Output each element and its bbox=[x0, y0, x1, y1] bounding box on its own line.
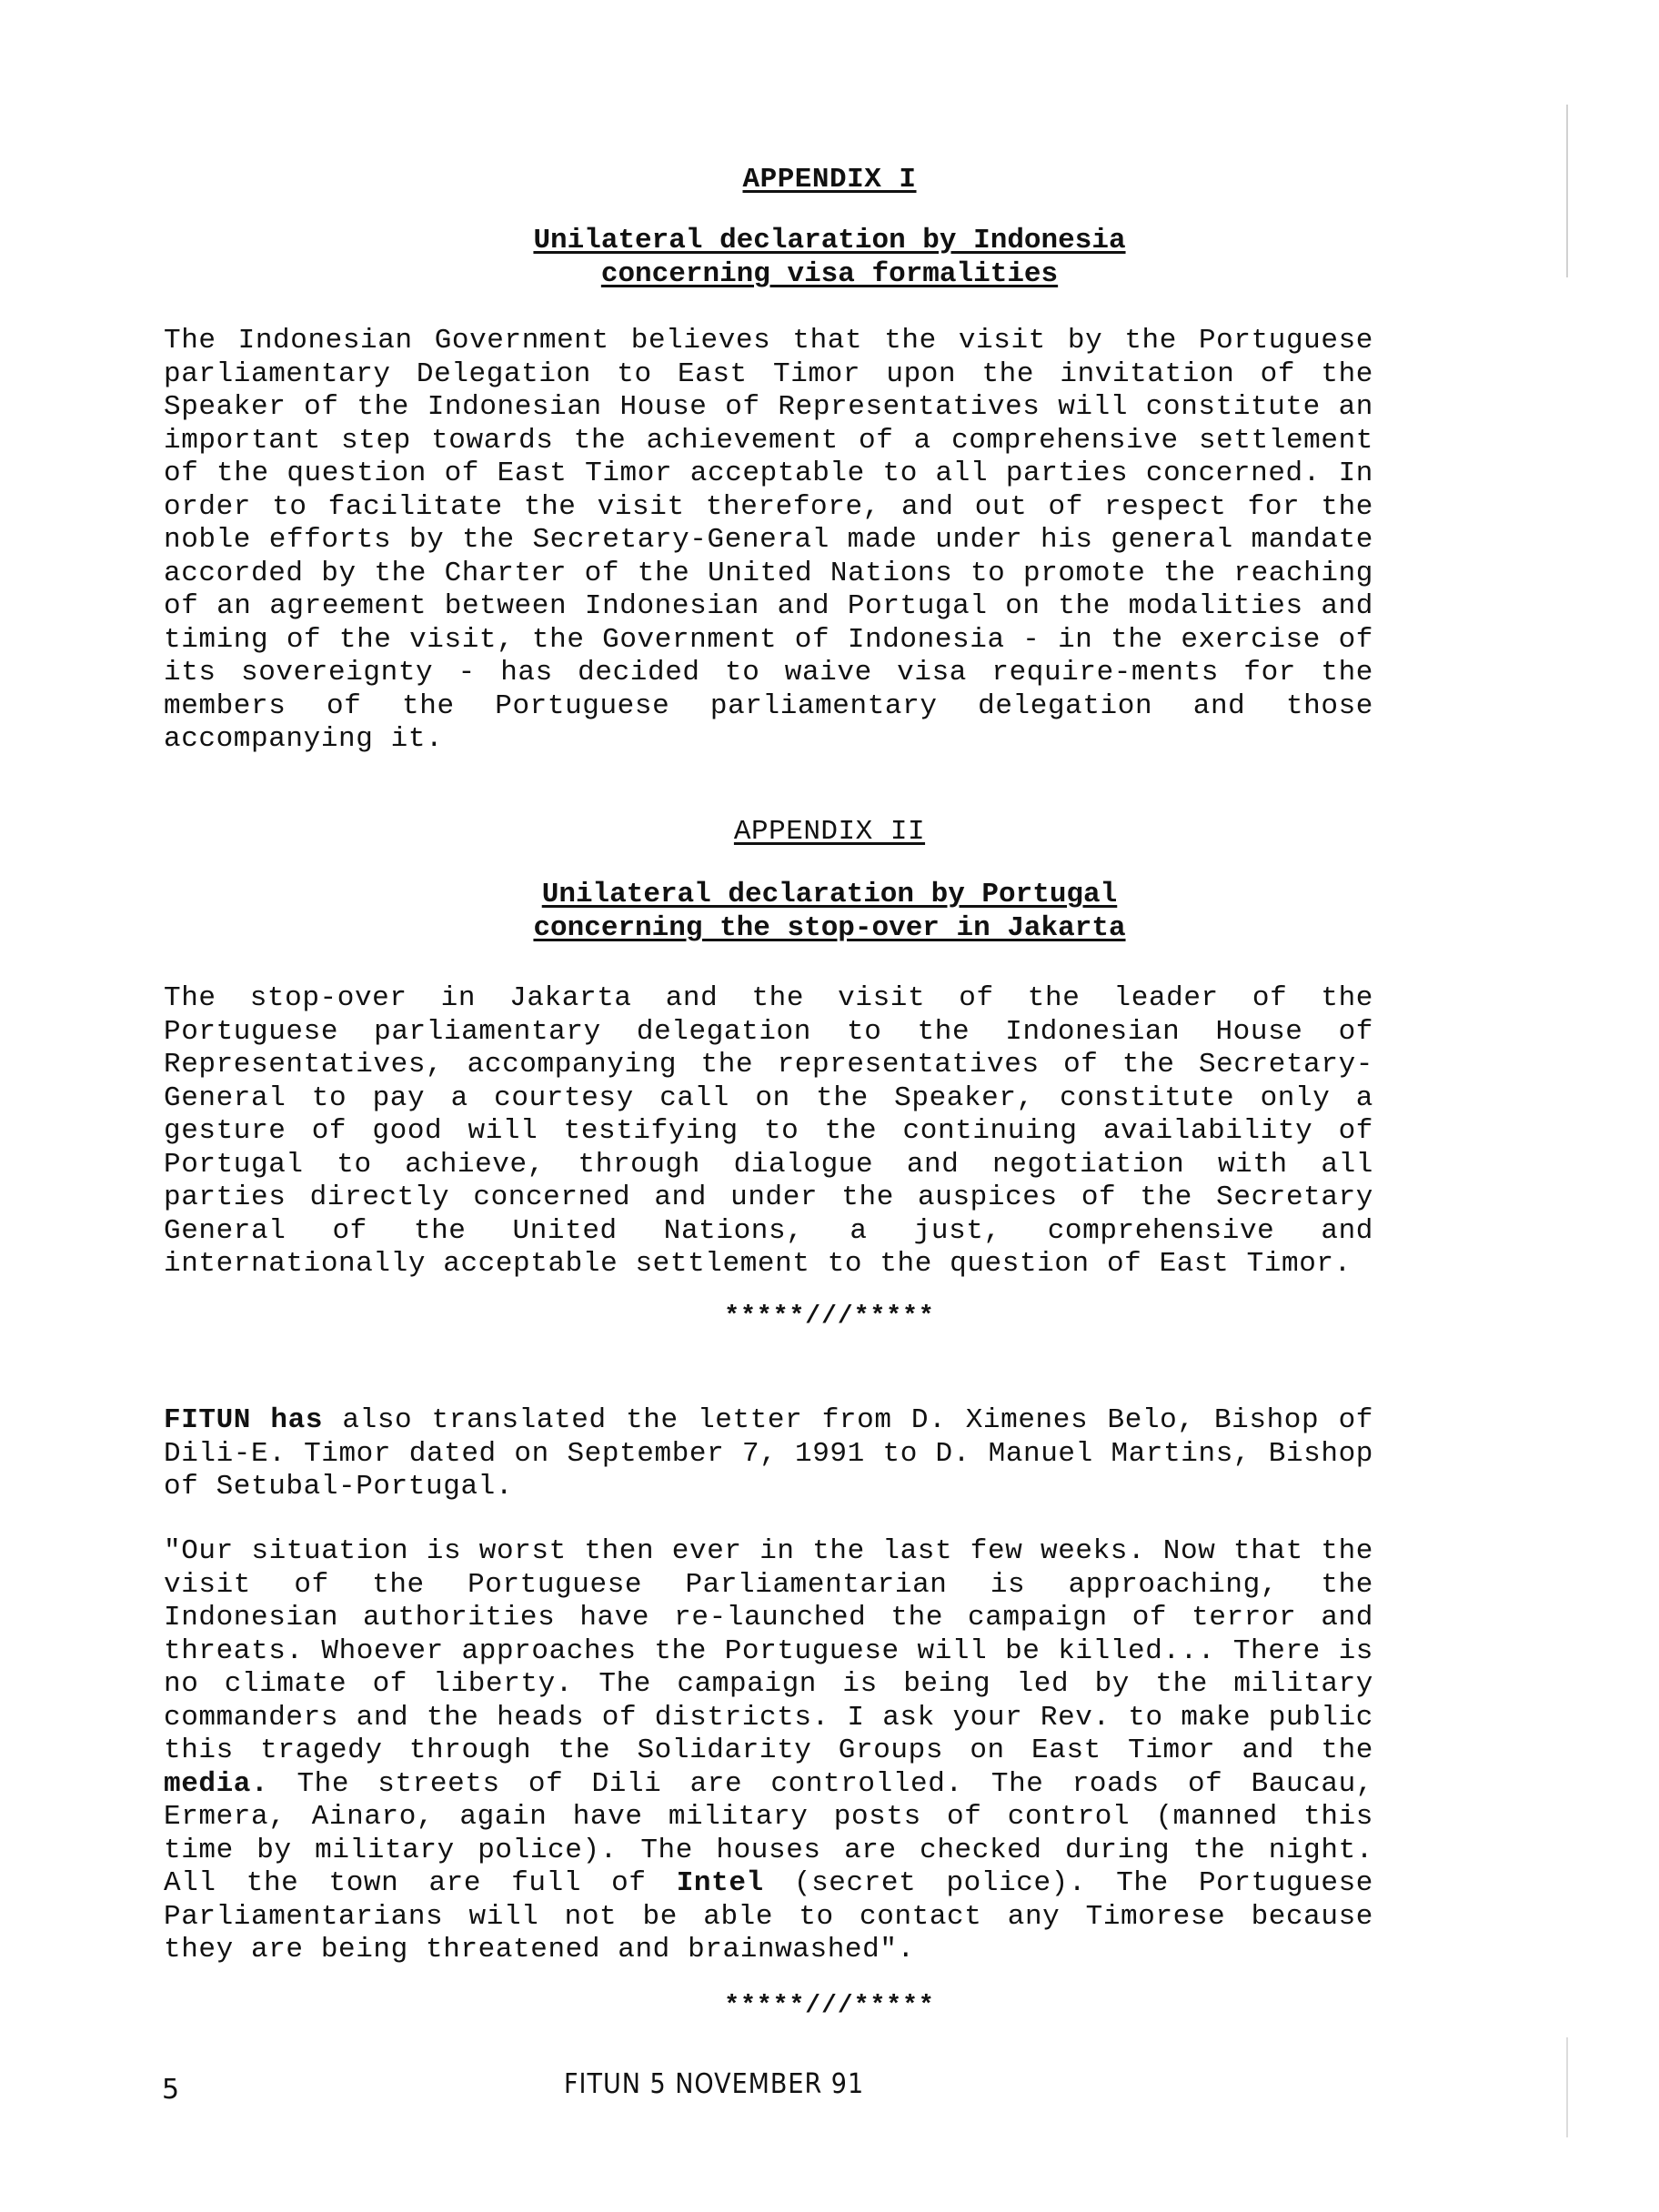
quote-part-1: "Our situation is worst then ever in the last few weeks. Now that the visit of the Portuguese Parliamentarian is approaching, the Indonesian authorities have re-launched the campaign of terror and threats. Whoever approaches the Portuguese will be killed... There is no climate of liberty. The campaign is being led by the military commanders and the heads of districts. I ask your Rev. to make public this tragedy through the Solidarity Groups on East Timor and the bbox=[164, 1535, 1373, 1766]
separator-2: *****///***** bbox=[724, 1992, 935, 2020]
quote-part-2: The streets of Dili are controlled. The roads of Baucau, Ermera, Ainaro, again have military posts of control (manned this time by military police). The houses are checked during the night. All the town are full of bbox=[164, 1767, 1373, 1899]
appendix-1-subtitle-line1: Unilateral declaration by Indonesia bbox=[533, 225, 1126, 256]
appendix-2-subtitle-line1: Unilateral declaration by Portugal bbox=[541, 879, 1118, 910]
fitun-intro-text: also translated the letter from D. Ximenes Belo, Bishop of Dili-E. Timor dated on September 7, 1991 to D. Manuel Martins, Bishop of Setubal-Portugal. bbox=[164, 1404, 1373, 1503]
appendix-2-subtitle-line2: concerning the stop-over in Jakarta bbox=[533, 912, 1126, 944]
appendix-2-subtitle bbox=[0, 878, 1659, 945]
footer-publication: FITUN 5 NOVEMBER 91 bbox=[564, 2068, 865, 2100]
appendix-2-title: APPENDIX II bbox=[733, 816, 926, 848]
quote-bold-intel: Intel bbox=[676, 1867, 764, 1899]
fitun-intro-paragraph bbox=[164, 1404, 1373, 1504]
quote-part-3: (secret police). The Portuguese Parliamentarians will not be able to contact any Timorese because they are being threatened and brainwashed". bbox=[164, 1867, 1374, 1966]
appendix-1-title: APPENDIX I bbox=[742, 164, 917, 196]
fitun-intro-lead: FITUN has bbox=[164, 1404, 324, 1436]
scan-edge-mark-bottom bbox=[1566, 2037, 1568, 2137]
page-number: 5 bbox=[162, 2074, 180, 2106]
appendix-1-body: The Indonesian Government believes that the visit by the Portuguese parliamentary Delegation to East Timor upon the invitation of the Speaker of the Indonesian House of Representatives will constitute an important step towards the achievement of a comprehensive settlement of the question of East Timor acceptable to all parties concerned. In order to facilitate the visit therefore, and out of respect for the noble efforts by the Secretary-General made under his general mandate accorded by the Charter of the United Nations to promote the reaching of an agreement between Indonesian and Portugal on the modalities and timing of the visit, the Government of Indonesia - in the exercise of its sovereignty - has decided to waive visa require-ments for the members of the Portuguese parliamentary delegation and those accompanying it. bbox=[164, 325, 1373, 755]
quote-bold-media: media. bbox=[164, 1767, 269, 1800]
letter-quote-paragraph bbox=[164, 1535, 1373, 1967]
appendix-1-subtitle-line2: concerning visa formalities bbox=[600, 258, 1059, 290]
separator-1: *****///***** bbox=[724, 1302, 935, 1331]
appendix-2-body: The stop-over in Jakarta and the visit of the leader of the Portuguese parliamentary delegation to the Indonesian House of Representatives, accompanying the representatives of the Secretary-General to pay a courtesy call on the Speaker, constitute only a gesture of good will testifying to the continuing availability of Portugal to achieve, through dialogue and negotiation with all parties directly concerned and under the auspices of the Secretary General of the United Nations, a just, comprehensive and internationally acceptable settlement to the question of East Timor. bbox=[164, 982, 1373, 1280]
appendix-1-subtitle bbox=[0, 224, 1659, 291]
